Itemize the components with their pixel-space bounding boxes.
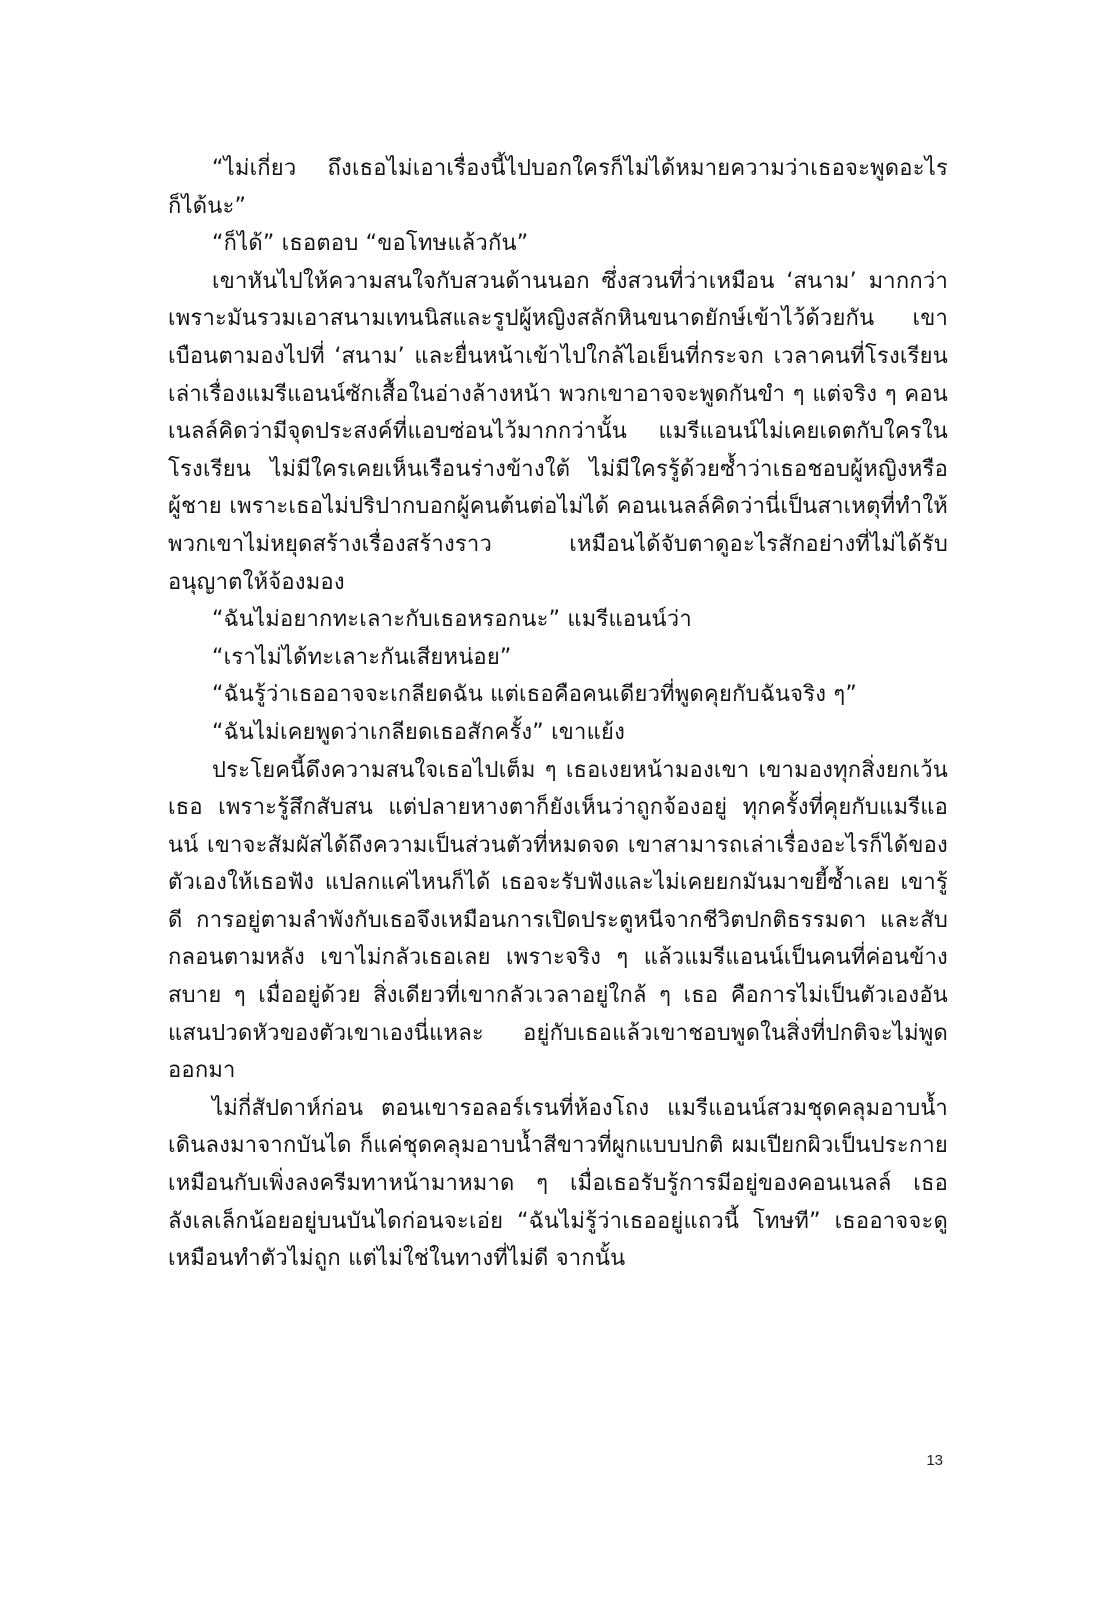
page-number: 13 bbox=[926, 1452, 943, 1469]
body-text bbox=[168, 150, 948, 1278]
paragraph-3: เขาหันไปให้ความสนใจกับสวนด้านนอก ซึ่งสวนที่ว่าเหมือน ‘สนาม’ มากกว่า เพราะมันรวมเอาสนามเทนนิสและรูปผู้หญิงสลักหินขนาดยักษ์เข้าไว้ด้วยกัน เขาเบือนตามองไปที่ ‘สนาม’ และยื่นหน้าเข้าไปใกล้ไอเย็นที่กระจก เวลาคนที่โรงเรียนเล่าเรื่องแมรีแอนน์ซักเสื้อในอ่างล้างหน้า พวกเขาอาจจะพูดกันขำ ๆ แต่จริง ๆ คอนเนลล์คิดว่ามีจุดประสงค์ที่แอบซ่อนไว้มากกว่านั้น แมรีแอนน์ไม่เคยเดตกับใครในโรงเรียน ไม่มีใครเคยเห็นเรือนร่างข้างใต้ ไม่มีใครรู้ด้วยซ้ำว่าเธอชอบผู้หญิงหรือผู้ชาย เพราะเธอไม่ปริปากบอกผู้คนต้นต่อไม่ได้ คอนเนลล์คิดว่านี่เป็นสาเหตุที่ทำให้พวกเขาไม่หยุดสร้างเรื่องสร้างราว เหมือนได้จับตาดูอะไรสักอย่างที่ไม่ได้รับอนุญาตให้จ้องมอง bbox=[168, 268, 948, 595]
paragraph-6: “ฉันรู้ว่าเธออาจจะเกลียดฉัน แต่เธอคือคนเดียวที่พูดคุยกับฉันจริง ๆ” bbox=[212, 682, 858, 708]
paragraph-5: “เราไม่ได้ทะเลาะกันเสียหน่อย” bbox=[212, 644, 512, 670]
paragraph-8: ประโยคนี้ดึงความสนใจเธอไปเต็ม ๆ เธอเงยหน้ามองเขา เขามองทุกสิ่งยกเว้นเธอ เพราะรู้สึกสับสน แต่ปลายหางตาก็ยังเห็นว่าถูกจ้องอยู่ ทุกครั้งที่คุยกับแมรีแอนน์ เขาจะสัมผัสได้ถึงความเป็นส่วนตัวที่หมดจด เขาสามารถเล่าเรื่องอะไรก็ได้ของตัวเองให้เธอฟัง แปลกแค่ไหนก็ได้ เธอจะรับฟังและไม่เคยยกมันมาขยี้ซ้ำเลย เขารู้ดี การอยู่ตามลำพังกับเธอจึงเหมือนการเปิดประตูหนีจากชีวิตปกติธรรมดา และสับกลอนตามหลัง เขาไม่กลัวเธอเลย เพราะจริง ๆ แล้วแมรีแอนน์เป็นคนที่ค่อนข้างสบาย ๆ เมื่ออยู่ด้วย สิ่งเดียวที่เขากลัวเวลาอยู่ใกล้ ๆ เธอ คือการไม่เป็นตัวเองอันแสนปวดหัวของตัวเขาเองนี่แหละ อยู่กับเธอแล้วเขาชอบพูดในสิ่งที่ปกติจะไม่พูดออกมา bbox=[168, 757, 948, 1084]
paragraph-1: “ไม่เกี่ยว ถึงเธอไม่เอาเรื่องนี้ไปบอกใครก็ไม่ได้หมายความว่าเธอจะพูดอะไรก็ได้นะ” bbox=[168, 156, 948, 219]
paragraph-4: “ฉันไม่อยากทะเลาะกับเธอหรอกนะ” แมรีแอนน์ว่า bbox=[212, 607, 692, 633]
paragraph-7: “ฉันไม่เคยพูดว่าเกลียดเธอสักครั้ง” เขาแย้ง bbox=[212, 719, 626, 745]
paragraph-2: “ก็ได้” เธอตอบ “ขอโทษแล้วกัน” bbox=[212, 231, 529, 257]
paragraph-9: ไม่กี่สัปดาห์ก่อน ตอนเขารอลอร์เรนที่ห้องโถง แมรีแอนน์สวมชุดคลุมอาบน้ำเดินลงมาจากบันได ก็แค่ชุดคลุมอาบน้ำสีขาวที่ผูกแบบปกติ ผมเปียกผิวเป็นประกายเหมือนกับเพิ่งลงครีมทาหน้ามาหมาด ๆ เมื่อเธอรับรู้การมีอยู่ของคอนเนลล์ เธอลังเลเล็กน้อยอยู่บนบันไดก่อนจะเอ่ย “ฉันไม่รู้ว่าเธออยู่แถวนี้ โทษที” เธออาจจะดูเหมือนทำตัวไม่ถูก แต่ไม่ใช่ในทางที่ไม่ดี จากนั้น bbox=[168, 1095, 948, 1272]
